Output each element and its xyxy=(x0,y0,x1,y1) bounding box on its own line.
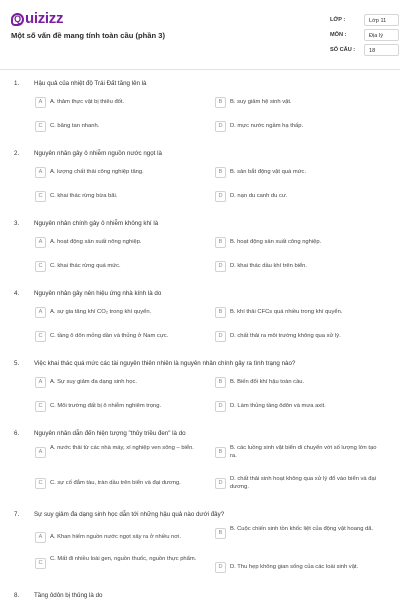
option-letter: A xyxy=(35,237,46,248)
option-text: B. Biến đổi khí hậu toàn cầu. xyxy=(230,379,305,385)
option-b[interactable] xyxy=(215,445,378,461)
count-label: SỐ CÂU : xyxy=(330,47,356,53)
option-text: A. sự gia tăng khí CO₂ trong khí quyển. xyxy=(50,309,152,315)
option-text: B. suy giảm hệ sinh vật. xyxy=(230,99,292,105)
question-number: 7. xyxy=(14,511,20,518)
option-text: A. Sự suy giảm đa dạng sinh học. xyxy=(50,379,138,385)
option-letter: B xyxy=(215,528,226,539)
option-text: D. chất thải sinh hoạt không qua xử lý đổ vào biển và đại dương. xyxy=(230,476,376,490)
option-text: A. lượng chất thải công nghiệp tăng. xyxy=(50,169,144,175)
option-d[interactable] xyxy=(215,259,378,275)
option-a[interactable] xyxy=(35,530,198,546)
option-letter: B xyxy=(215,167,226,178)
option-letter: D xyxy=(215,331,226,342)
option-c[interactable] xyxy=(35,329,198,345)
question-text: Nguyên nhân gây nên hiệu ứng nhà kính là do xyxy=(34,290,162,297)
option-text: B. khí thải CFCs quá nhiều trong khí quyển. xyxy=(230,309,343,315)
question-number: 5. xyxy=(14,360,20,367)
option-a[interactable] xyxy=(35,165,198,181)
option-letter: A xyxy=(35,377,46,388)
option-letter: C xyxy=(35,191,46,202)
header-divider xyxy=(0,69,400,70)
option-d[interactable] xyxy=(215,189,378,205)
question-text: Sự suy giảm đa dạng sinh học dẫn tới những hậu quả nào dưới đây? xyxy=(34,511,225,518)
option-text: D. Thu hẹp không gian sống của các loài sinh vật. xyxy=(230,564,359,570)
option-b[interactable] xyxy=(215,95,378,111)
option-letter: B xyxy=(215,237,226,248)
option-text: D. mực nước ngầm hạ thấp. xyxy=(230,123,304,129)
option-text: D. nạn du canh du cư. xyxy=(230,193,288,199)
count-value: 18 xyxy=(364,44,399,56)
option-text: D. khai thác dầu khí trên biển. xyxy=(230,263,308,269)
question-text: Nguyên nhân gây ô nhiễm nguồn nước ngọt là xyxy=(34,150,162,157)
option-letter: D xyxy=(215,261,226,272)
option-text: C. khai thác rừng bừa bãi. xyxy=(50,193,118,199)
option-letter: C xyxy=(35,401,46,412)
question-number: 8. xyxy=(14,592,20,599)
logo-q-icon: Q xyxy=(11,13,24,26)
option-letter: D xyxy=(215,478,226,489)
option-a[interactable] xyxy=(35,445,198,461)
worksheet-header xyxy=(0,0,400,70)
option-text: C. băng tan nhanh. xyxy=(50,123,100,129)
option-b[interactable] xyxy=(215,165,378,181)
option-letter: A xyxy=(35,447,46,458)
option-b[interactable] xyxy=(215,375,378,391)
option-d[interactable] xyxy=(215,329,378,345)
option-c[interactable] xyxy=(35,399,198,415)
question-text: Nguyên nhân dẫn đến hiện tượng "thủy triều đen" là do xyxy=(34,430,186,437)
option-d[interactable] xyxy=(215,119,378,135)
option-text: B. các luồng sinh vật biển di chuyển với số lượng lớn tạo ra. xyxy=(230,445,377,459)
question-number: 4. xyxy=(14,290,20,297)
option-letter: B xyxy=(215,377,226,388)
option-a[interactable] xyxy=(35,375,198,391)
option-text: C. Môi trường đất bị ô nhiễm nghiêm trọng. xyxy=(50,403,162,409)
class-value: Lớp 11 xyxy=(364,14,399,26)
option-text: D. chất thải ra môi trường không qua xử lý. xyxy=(230,333,341,339)
option-letter: C xyxy=(35,478,46,489)
question-number: 1. xyxy=(14,80,20,87)
option-a[interactable] xyxy=(35,305,198,321)
option-d[interactable] xyxy=(215,399,378,415)
question-number: 2. xyxy=(14,150,20,157)
option-b[interactable] xyxy=(215,526,378,542)
option-letter: A xyxy=(35,307,46,318)
option-letter: C xyxy=(35,558,46,569)
option-c[interactable] xyxy=(35,119,198,135)
option-c[interactable] xyxy=(35,189,198,205)
question-text: Tầng ôdôn bị thủng là do xyxy=(34,592,103,599)
option-letter: A xyxy=(35,167,46,178)
option-text: B. sản bắt động vật quá mức. xyxy=(230,169,307,175)
option-d[interactable] xyxy=(215,476,378,492)
option-text: B. Cuộc chiến sinh tồn khốc liệt của động vật hoang dã. xyxy=(230,526,374,532)
option-text: A. thảm thực vật bị thiêu đốt. xyxy=(50,99,125,105)
class-label: LỚP : xyxy=(330,17,346,23)
option-letter: B xyxy=(215,97,226,108)
question-number: 6. xyxy=(14,430,20,437)
option-text: A. nước thải từ các nhà máy, xí nghiệp ven sông – biển. xyxy=(50,445,194,451)
option-text: C. tầng ô dôn mỏng dần và thủng ở Nam cực. xyxy=(50,333,169,339)
option-a[interactable] xyxy=(35,235,198,251)
option-text: D. Làm thủng tầng ôdôn và mưa axit. xyxy=(230,403,326,409)
option-letter: D xyxy=(215,401,226,412)
option-text: A. Khan hiếm nguồn nước ngọt xảy ra ở nhiều nơi. xyxy=(50,534,181,540)
option-letter: A xyxy=(35,97,46,108)
option-text: A. hoạt động sản xuất nông nghiệp. xyxy=(50,239,142,245)
option-text: B. hoạt động sản xuất công nghiệp. xyxy=(230,239,322,245)
option-letter: D xyxy=(215,121,226,132)
question-number: 3. xyxy=(14,220,20,227)
page-title: Một số vấn đề mang tính toàn cầu (phần 3) xyxy=(11,31,165,40)
option-c[interactable] xyxy=(35,476,198,492)
quizizz-logo xyxy=(11,10,63,27)
question-text: Hậu quả của nhiệt độ Trái Đất tăng lên là xyxy=(34,80,147,87)
option-letter: B xyxy=(215,307,226,318)
option-b[interactable] xyxy=(215,235,378,251)
question-text: Nguyên nhân chính gây ô nhiễm không khí là xyxy=(34,220,159,227)
option-letter: C xyxy=(35,331,46,342)
option-text: C. khai thác rừng quá mức. xyxy=(50,263,121,269)
option-letter: D xyxy=(215,562,226,573)
option-b[interactable] xyxy=(215,305,378,321)
option-c[interactable] xyxy=(35,259,198,275)
logo-text: uizizz xyxy=(25,10,64,27)
option-d[interactable] xyxy=(215,560,378,576)
option-letter: B xyxy=(215,447,226,458)
option-letter: D xyxy=(215,191,226,202)
option-letter: C xyxy=(35,121,46,132)
subject-label: MÔN : xyxy=(330,32,347,38)
question-text: Việc khai thác quá mức các tài nguyên thiên nhiên là nguyên nhân chính gây ra tình trạng nào? xyxy=(34,360,296,367)
option-letter: A xyxy=(35,532,46,543)
option-text: C. Mất đi nhiều loài gen, nguồn thuốc, nguồn thực phẩm. xyxy=(50,556,197,562)
option-c[interactable] xyxy=(35,556,198,572)
option-text: C. sự cố đắm tàu, tràn dầu trên biển và đại dương. xyxy=(50,480,181,486)
subject-value: Địa lý xyxy=(364,29,399,41)
option-letter: C xyxy=(35,261,46,272)
option-a[interactable] xyxy=(35,95,198,111)
